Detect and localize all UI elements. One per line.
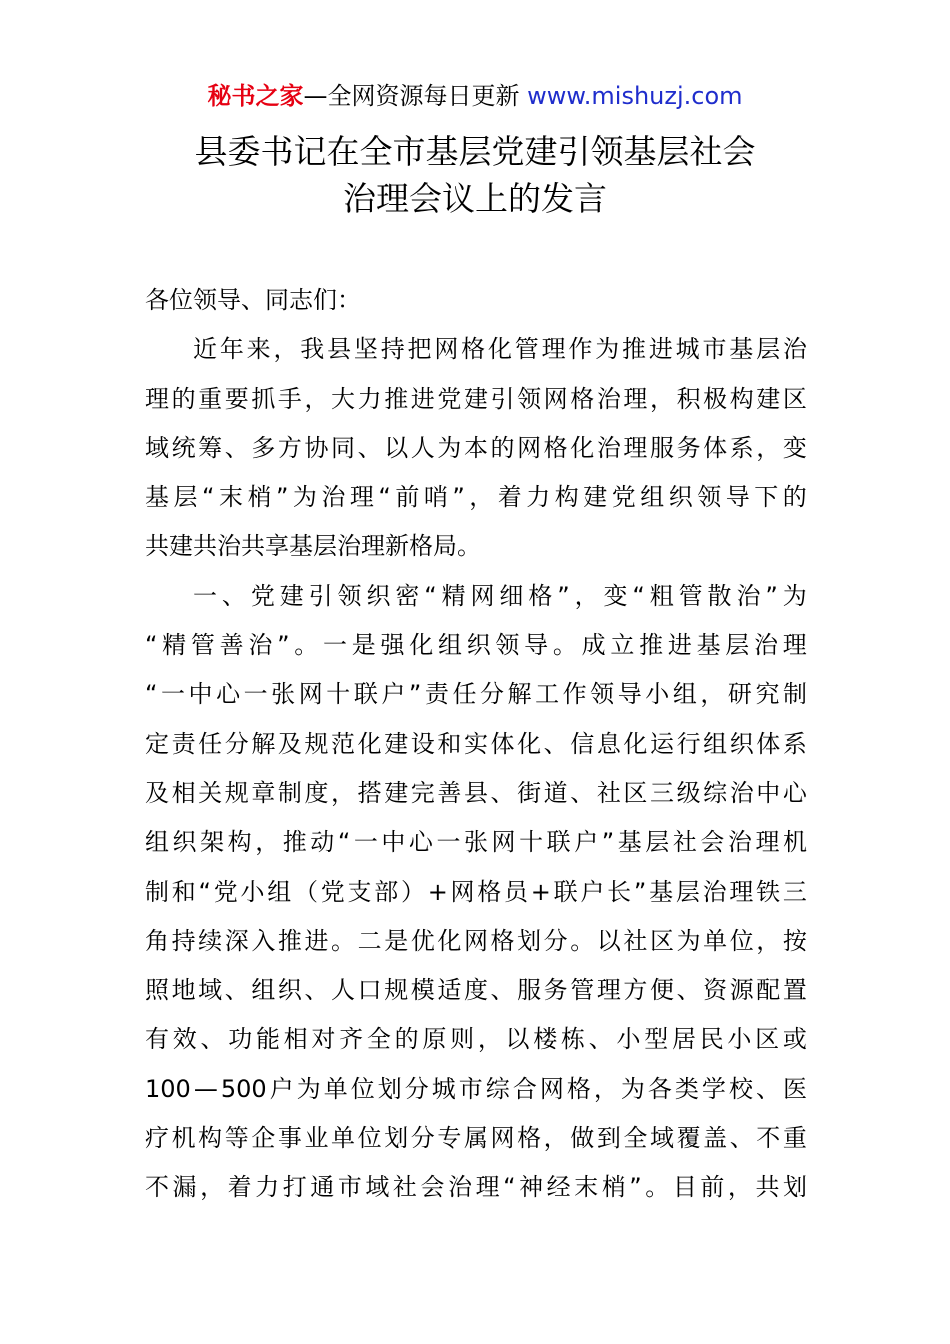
- paragraph-line: 及 相 关 规 章 制 度 ， 搭 建 完 善 县 、 街 道 、 社 区 三 级 综 治 中 心: [145, 778, 807, 807]
- paragraphs: [145, 325, 807, 1212]
- paragraph-line: 基 层 “ 末 梢 ” 为 治 理 “ 前 哨 ” ， 着 力 构 建 党 组 织 领 导 下 的: [145, 483, 807, 512]
- paragraph-line: 近 年 来 ， 我 县 坚 持 把 网 格 化 管 理 作 为 推 进 城 市 基 层 治: [193, 335, 807, 364]
- site-brand: 秘书之家: [207, 82, 304, 110]
- salutation: 各位领导、同志们：: [145, 286, 361, 314]
- paragraph-line: 不 漏 ， 着 力 打 通 市 域 社 会 治 理 “ 神 经 末 梢 ” 。 目 前 ， 共 划: [145, 1173, 807, 1202]
- site-header: [0, 80, 950, 112]
- paragraph-line: 定 责 任 分 解 及 规 范 化 建 设 和 实 体 化 、 信 息 化 运 行 组 织 体 系: [145, 729, 807, 758]
- paragraph-line: 域 统 筹 、 多 方 协 同 、 以 人 为 本 的 网 格 化 治 理 服 务 体 系 ， 变: [145, 433, 807, 462]
- paragraph-line: 组 织 架 构 ， 推 动 “ 一 中 心 一 张 网 十 联 户 ” 基 层 社 会 治 理 机: [145, 828, 807, 857]
- paragraph-line: 有 效 、 功 能 相 对 齐 全 的 原 则 ， 以 楼 栋 、 小 型 居 民 小 区 或: [145, 1025, 807, 1054]
- paragraph-line: 100 — 500 户 为 单 位 划 分 城 市 综 合 网 格 ， 为 各 类 学 校 、 医: [145, 1074, 807, 1103]
- paragraph-line: 共建共治共享基层治理新格局。: [145, 532, 481, 561]
- paragraph-line: 疗 机 构 等 企 事 业 单 位 划 分 专 属 网 格 ， 做 到 全 域 覆 盖 、 不 重: [145, 1124, 807, 1153]
- paragraph-line: “ 一 中 心 一 张 网 十 联 户 ” 责 任 分 解 工 作 领 导 小 组 ， 研 究 制: [145, 680, 807, 709]
- paragraph: [145, 572, 807, 1213]
- title-line: 治理会议上的发言: [343, 179, 607, 218]
- paragraph: [145, 325, 807, 571]
- paragraph-line: 角 持 续 深 入 推 进 。 二 是 优 化 网 格 划 分 。 以 社 区 为 单 位 ， 按: [145, 926, 807, 955]
- title-line: 县委书记在全市基层党建引领基层社会: [194, 132, 756, 171]
- paragraph-line: 一 、 党 建 引 领 织 密 “ 精 网 细 格 ” ， 变 “ 粗 管 散 治 ” 为: [193, 581, 807, 610]
- paragraph-line: 照 地 域 、 组 织 、 人 口 规 模 适 度 、 服 务 管 理 方 便 、 资 源 配 置: [145, 976, 807, 1005]
- paragraph-line: 制 和 “ 党 小 组 （ 党 支 部 ） + 网 格 员 + 联 户 长 ” 基 层 治 理 铁 三: [145, 877, 807, 906]
- document-title: [0, 128, 950, 222]
- paragraph-line: “ 精 管 善 治 ” 。 一 是 强 化 组 织 领 导 。 成 立 推 进 基 层 治 理: [145, 631, 807, 660]
- site-url-link[interactable]: www.mishuzj.com: [527, 82, 743, 110]
- document-body: [145, 276, 807, 1213]
- paragraph-line: 理 的 重 要 抓 手 ， 大 力 推 进 党 建 引 领 网 格 治 理 ， 积 极 构 建 区: [145, 384, 807, 413]
- site-tagline: —全网资源每日更新: [303, 82, 528, 110]
